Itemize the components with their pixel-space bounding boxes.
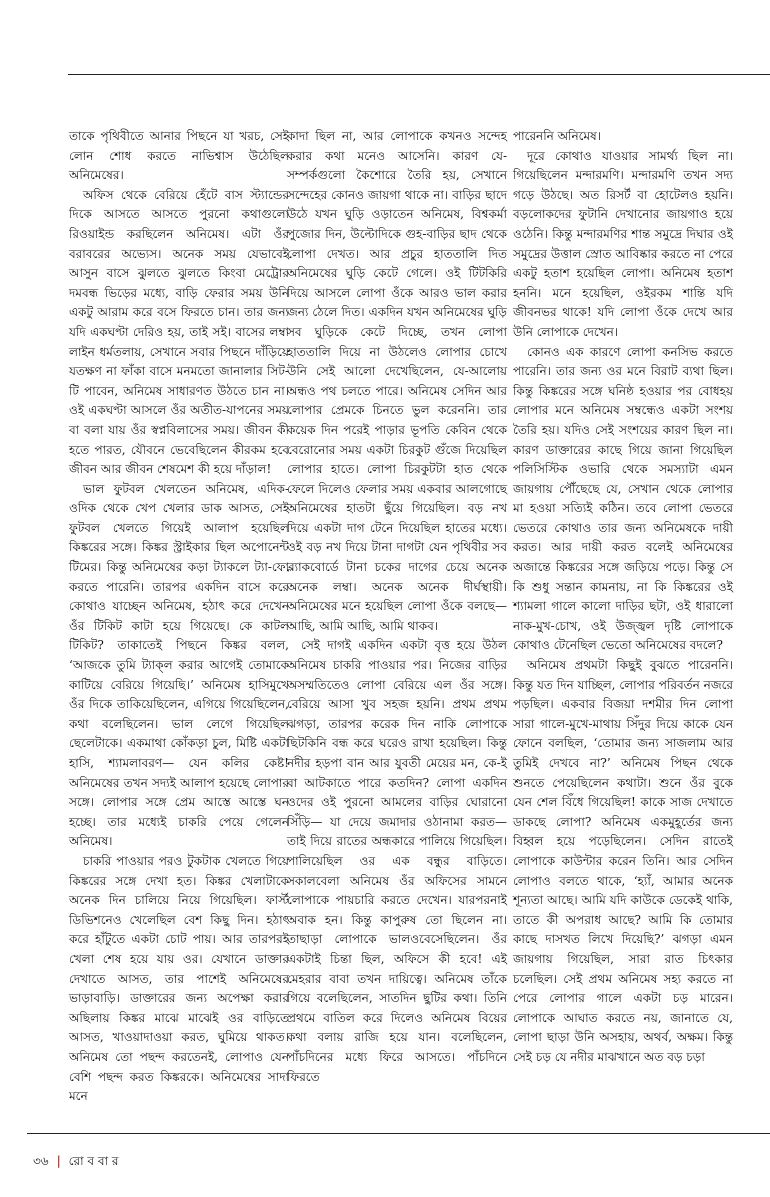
paragraph: অনিমেষ প্রথমটা কিছুই বুঝতে পারেননি। কিন্তু যত দিন যাচ্ছিল, লোপার পরিবর্তন নজরে পড়ছিল। একবার বিজয়া দশমীর দিন লোপা সারা গালে-মুখে-মাথায় সিঁদুর দিয়ে কাকে যেন ফোনে বলছিল, ‘তোমার জন্য সাজলাম আর তুমিই দেখবে না?’ অনিমেষ পিছন থেকে শুনতে পেয়েছিলেন কথাটা। শুনে ওঁর বুকে যেন শেল বিঁধে গিয়েছিল! কাকে সাজ দেখাতে ডাকছে লোপা? অনিমেষ একমুহূর্তের জন্য বিহ্বল হয়ে পড়েছিলেন। সেদিন রাতেই লোপাকে কাউন্টার করেন তিনি। আর সেদিন লোপাও বলতে থাকে, ‘হ্যাঁ, আমার অনেক শূন্যতা আছে। আমি যদি কাউকে ডেকেই থাকি, তাতে কী অপরাধ আছে? আমি কি তোমার কাছে দাসখত লিখে দিয়েছি?’ ঝগড়া এমন জায়গায় গিয়েছিল, সারা রাত চিৎকার চলেছিল। সেই প্রথম অনিমেষ সহ্য করতে না পেরে লোপার গালে একটা চড় মারেন। লোপাকে আঘাত করতে নয়, জানাতে যে, লোপা ছাড়া উনি অসহায়, অথর্ব, অক্ষম। কিন্তু সেই চড় যে নদীর মাঝখানে অত বড় চড়া [513, 658, 733, 1064]
footer-rule [27, 1133, 770, 1134]
paragraph: কোনও এক কারণে লোপা কনসিভ করতে পারেনি। তার জন্য ওর মনে বিরাট ব্যথা ছিল। কিন্তু কিঙ্করের সঙ্গে ঘনিষ্ঠ হওয়ার পর বোধহয় লোপার মনে অনিমেষ সম্বন্ধেও একটা সংশয় তৈরি হয়। যদিও সেই সংশয়ের কারণ ছিল না। কারণ ডাক্তারের কাছে গিয়ে জানা গিয়েছিল পলিসিস্টিক ওভারি থেকে সমস্যাটা এমন জায়গায় পৌঁছেছে যে, সেখান থেকে লোপার মা হওয়া সত্যিই কঠিন। তবে লোপা ভেতরে ভেতরে কোথাও তার জন্য অনিমেষকে দায়ী করত। আর দায়ী করত বলেই অনিমেষের অজান্তে কিঙ্করের সঙ্গে জড়িয়ে পড়ে। কিন্তু সে কি শুধু সন্তান কামনায়, না কি কিঙ্করের ওই শ্যামলা গালে কালো দাড়ির ছটা, ওই ধারালো নাক-মুখ-চোখ, ওই উজ্জ্বল দৃষ্টি লোপাকে কোথাও টেনেছিল ভেতো অনিমেষের বদলে? [513, 344, 733, 653]
paragraph: চাকরি পাওয়ার পরও টুকটাক খেলতে গিয়ে কিঙ্করের সঙ্গে দেখা হত। কিঙ্কর খেলাটাকে অনেক দিন চালিয়ে নিয়ে গিয়েছিল। ফার্স্ট ডিভিশনেও খেলেছিল বেশ কিছু দিন। হঠাৎ করে হাঁটুতে একটা চোট পায়। আর তারপরই খেলা শেষ হয়ে যায় ওর। যেখানে ডাক্তার দেখাতে আসত, তার পাশেই অনিমেষের ভাড়াবাড়ি। ডাক্তারের জন্য অপেক্ষা করার অছিলায় কিঙ্কর মাঝে মাঝেই ওর বাড়িতে আসত, খাওয়াদাওয়া করত, ঘুমিয়ে থাকত। অনিমেষ তো পছন্দ করতেনই, লোপাও যেন বেশি পছন্দ করত কিঙ্করকে। অনিমেষের সাদা মনে [69, 853, 289, 1104]
text-column-1 [69, 127, 289, 1107]
page-number: ৩৬ [33, 1154, 49, 1168]
paragraph: কাদা ছিল না, আর লোপাকে কখনও সন্দেহ করার কথা মনেও আসেনি। কারণ যে-সম্পর্কগুলো কৈশোরে তৈরি হয়, সেখানে সন্দেহের কোনও জায়গা থাকে না। বাড়ির ছাদে উঠে যখন ঘুড়ি ওড়াতেন অনিমেষ, বিশ্বকর্মা পুজোর দিন, উল্টোদিকে গুহ-বাড়ির ছাদ থেকে লোপা দেখত। আর প্রচুর হাততালি দিত অনিমেষের ঘুড়ি কেটে গেলে। ওই টিটকিরি দিয়ে আসলে লোপা ওঁকে আরও ভাল করার জন্য ঠেলে দিত। একদিন যখন অনিমেষের ঘুড়ি সব ঘুড়িকে কেটে দিচ্ছে, তখন লোপা হাততালি দিয়ে না উঠলেও লোপার চোখে উনি সেই আলো দেখেছিলেন, যে-আলোয় অন্ধও পথ চলতে পারে। অনিমেষ সেদিন আর লোপার প্রেমকে চিনতে ভুল করেননি। তার কয়েক দিন পরেই পাড়ার ভূপতি কেবিন থেকে বেরোনোর সময় একটা চিরকুট গুঁজে দিয়েছিল লোপার হাতে। লোপা চিরকুটটা হাত থেকে ফেলে দিলেও ফেলার সময় একবার আলগোছে অনিমেষের হাতটা ছুঁয়ে গিয়েছিল। বড় নখ দিয়ে একটা দাগ টেনে দিয়েছিল হাতের মধ্যে। ওই বড় নখ দিয়ে টানা দাগটা যেন পৃথিবীর সব ব্ল্যাকবোর্ডে টানা চকের দাগের চেয়ে অনেক অনেক লম্বা। অনেক অনেক দীর্ঘস্থায়ী। অনিমেষের মনে হয়েছিল লোপা ওঁকে বলছে—আছি, আমি আছি, আমি থাকব। [287, 129, 507, 633]
paragraph: অফিস থেকে বেরিয়ে হেঁটে বাস স্ট্যান্ডের দিকে আসতে আসতে পুরনো কথাগুলো রিওয়াইন্ড করছিলেন অনিমেষ। এটা ওঁর বরাবরের অভ্যেস। অনেক সময় যেভাবেই আসুন বাসে ঝুলতে ঝুলতে কিংবা মেট্রোর দমবন্ধ ভিড়ের মধ্যে, বাড়ি ফেরার সময় উনি একটু আরাম করে বসে ফিরতে চান। তার জন্য যদি একঘণ্টা দেরিও হয়, তাই সই। বাসের লম্বা লাইন ধর্মতলায়, সেখানে সবার পিছনে দাঁড়িয়ে যতক্ষণ না ফাঁকা বাসে মনমতো জানালার সিট-টি পাবেন, অনিমেষ সাধারণত উঠতে চান না। ওই একঘণ্টা আসলে ওঁর অতীত-যাপনের সময় বা বলা যায় ওঁর স্বপ্নবিলাসের সময়। জীবন কী হতে পারত, যৌবনে ভেবেছিলেন কীরকম হবে জীবন আর জীবন শেষমেশ কী হয়ে দাঁড়াল! [69, 187, 289, 477]
text-column-2 [287, 127, 507, 1087]
paragraph: ভাল ফুটবল খেলতেন অনিমেষ, এদিক-ওদিক থেকে খেপ খেলার ডাক আসত, সেই ফুটবল খেলতে গিয়েই আলাপ হয়েছিল কিঙ্করের সঙ্গে। কিঙ্কর স্ট্রাইকার ছিল অপোনেন্ট টিমের। কিন্তু অনিমেষের কড়া ট্যাকলে ট্যা-ফো করতে পারেনি। তারপর একদিন বাসে করে কোথাও যাচ্ছেন অনিমেষ, হঠাৎ করে দেখেন ওঁর টিকিট কাটা হয়ে গিয়েছে। কে কাটল টিকিট? তাকাতেই পিছনে কিঙ্কর বলল, ‘আজকে তুমি ট্যাক্‌ল করার আগেই তোমাকে কাটিয়ে বেরিয়ে গিয়েছি।’ অনিমেষ হাসিমুখে ওঁর দিকে তাকিয়েছিলেন, এগিয়ে গিয়েছিলেন, কথা বলেছিলেন। ভাল লেগে গিয়েছিল ছেলেটাকে। একমাথা কোঁকড়া চুল, মিষ্টি একটা হাসি, শ্যামলাবরণ— যেন কলির কেষ্ট! অনিমেষের তখন সদ্যই আলাপ হয়েছে লোপার সঙ্গে। লোপার সঙ্গে প্রেম আস্তে আস্তে ঘন হচ্ছে। তার মধ্যেই চাকরি পেয়ে গেলেন অনিমেষ। [69, 481, 289, 849]
text-column-3 [513, 127, 733, 1068]
page-footer [33, 1153, 118, 1173]
magazine-name: রো ব বা র [68, 1154, 119, 1168]
footer-separator: | [56, 1154, 61, 1168]
paragraph: দূরে কোথাও যাওয়ার সামর্থ্য ছিল না। গিয়েছিলেন মন্দারমণি। মন্দারমণি তখন সদ্য গড়ে উঠছে। অত রিসর্ট বা হোটেলও হয়নি। বড়লোকদের ফুটানি দেখানোর জায়গাও হয়ে ওঠেনি। কিন্তু মন্দারমণির শান্ত সমুদ্রে দিঘার ওই সমুদ্রের উত্তাল স্রোত আবিষ্কার করতে না পেরে একটু হতাশ হয়েছিল লোপা। অনিমেষ হতাশ হননি। মনে হয়েছিল, ওইরকম শান্তি যদি জীবনভর থাকে! যদি লোপা ওঁকে দেখে আর উনি লোপাকে দেখেন। [513, 148, 733, 339]
paragraph: পারেননি অনিমেষ। [513, 129, 602, 143]
paragraph: তাকে পৃথিবীতে আনার পিছনে যা খরচ, সেই লোন শোধ করতে নাভিশ্বাস উঠেছিল অনিমেষের। [69, 129, 289, 183]
paragraph: সেই দাগই একদিন একটা বৃত্ত হয়ে উঠল অনিমেষ চাকরি পাওয়ার পর। নিজের বাড়ির অসম্মতিতেও লোপা বেরিয়ে এল ওঁর সঙ্গে। বেরিয়ে আসা খুব সহজ হয়নি। প্রথম প্রথম ঝগড়া, তারপর করেক দিন নাকি লোপাকে ছিটকিনি বন্ধ করে ঘরেও রাখা হয়েছিল। কিন্তু নদীর হড়পা বান আর যুবতী মেয়ের মন, কে-ই বা আটকাতে পারে কতদিন? লোপা একদিন ওদের ওই পুরনো আমলের বাড়ির ঘোরানো সিঁড়ি— যা দেয়ে জমাদার ওঠানামা করত— তাই দিয়ে রাতের অন্ধকারে পালিয়ে গিয়েছিল। পালিয়েছিল ওর এক বন্ধুর বাড়িতে। সকালবেলা অনিমেষ ওঁর অফিসের সামনে লোপাকে পায়চারি করতে দেখেন। যারপরনাই অবাক হন। কিন্তু কাপুরুষ তো ছিলেন না। তাছাড়া লোপাকে ভালওবেসেছিলেন। ওঁর একটাই চিন্তা ছিল, অফিসে কী হবে! এই মেহরার বাবা তখন দায়িত্বে। অনিমেষ তাঁকে গিয়ে বলেছিলেন, সাতদিন ছুটির কথা। তিনি প্রথমে বাতিল করে দিলেও অনিমেষ বিয়ের কথা বলায় রাজি হয়ে যান। বলেছিলেন, পাঁচদিনের মধ্যে ফিরে আসতে। পাঁচদিনে ফিরতে [287, 638, 507, 1084]
header-rule [68, 74, 770, 75]
